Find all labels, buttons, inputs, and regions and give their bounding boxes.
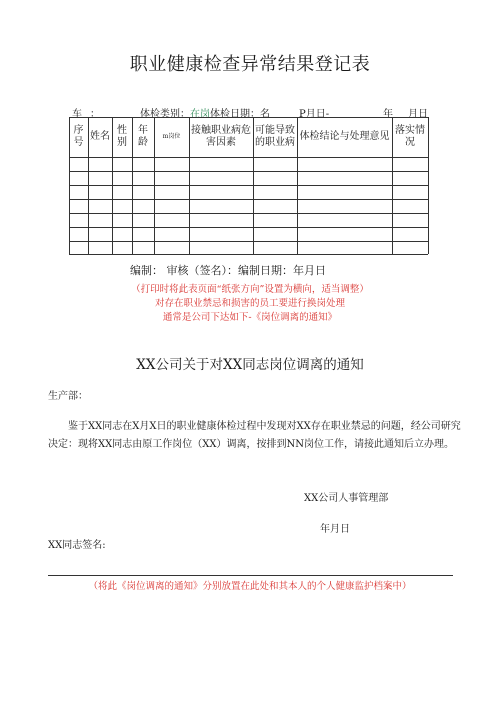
- header-position: m岗位: [162, 133, 181, 140]
- table-column-line: [428, 117, 429, 254]
- category-label: 体检类别：: [140, 109, 190, 120]
- header-conclusion: 体检结论与处理意见: [299, 131, 390, 142]
- date-label: 体检日期：名: [210, 109, 270, 120]
- table-row-line: [69, 157, 428, 158]
- month-day-label: 月日: [408, 109, 428, 120]
- archive-note: （将此《岗位调离的通知》分别放置在此处和其本人的个人健康监护档案中）: [88, 581, 412, 592]
- notice-title: XX公司关于对XX同志岗位调离的通知: [136, 357, 364, 373]
- year-label: 年: [383, 109, 393, 120]
- header-name: 姓名: [90, 131, 110, 142]
- table-row-line: [69, 199, 428, 200]
- car-label: 车: [72, 109, 82, 120]
- table-row-line: [69, 185, 428, 186]
- date-value: P月日-: [299, 109, 330, 120]
- divider-line: [48, 575, 453, 576]
- notice-paragraph: 鉴于XX同志在X月X日的职业健康体检过程中发现对XX存在职业禁忌的问题，经公司研究决定：现将XX同志由原工作岗位（XX）调离，按排到NN岗位工作，请接此通知后立办理。: [48, 421, 461, 450]
- notice-date: 年月日: [320, 524, 350, 535]
- header-serial-number: 序 号: [73, 125, 84, 148]
- transfer-note: 对存在职业禁忌和损害的员工要进行换岗处理: [154, 298, 345, 309]
- colon-mark: ：: [90, 109, 100, 120]
- header-age: 年 龄: [138, 125, 148, 148]
- table-row-line: [69, 227, 428, 228]
- table-row-line: [69, 213, 428, 214]
- table-row-line: [69, 241, 428, 242]
- header-hazard-factors: 接触职业病危 害因素: [191, 125, 251, 148]
- header-implementation: 落实情 况: [395, 125, 425, 148]
- table-row-line: [69, 171, 428, 172]
- print-note: （打印时将此表页面“纸张方向”设置为横向，适当调整）: [131, 284, 369, 295]
- notice-recipient: 生产部：: [48, 391, 88, 402]
- header-gender: 性 别: [117, 125, 127, 148]
- form-title: 职业健康检查异常结果登记表: [129, 54, 371, 75]
- category-value: 在岗: [190, 109, 210, 120]
- form-footer: 编制： 审核（签名）：编制日期：年月日: [130, 264, 326, 277]
- notice-note: 通常是公司下达如下-《岗位调离的通知》: [162, 312, 338, 323]
- header-occupational-disease: 可能导致 的职业病: [255, 125, 295, 148]
- signature-label: XX同志签名:: [48, 540, 106, 551]
- notice-issuer: XX公司人事管理部: [304, 493, 389, 504]
- table-row-line: [69, 254, 428, 255]
